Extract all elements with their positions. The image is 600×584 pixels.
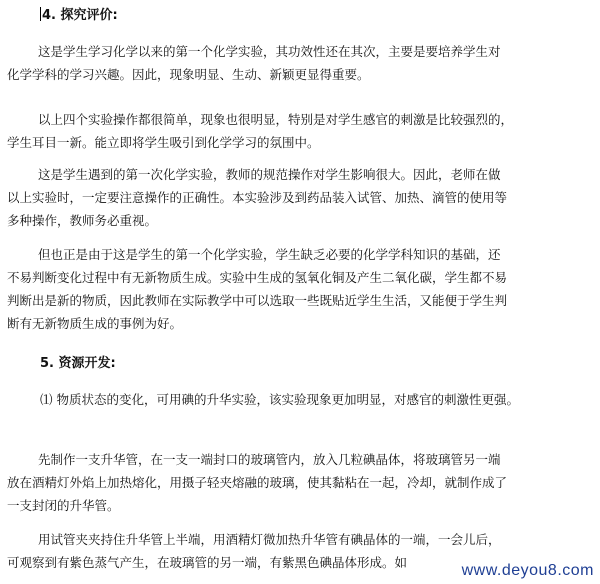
paragraph: 这是学生学习化学以来的第一个化学实验，其功效性还在其次，主要是要培养学生对 化学学科的学习兴趣。因此，现象明显、生动、新颖更显得重要。 [7,44,501,82]
paragraph: 先制作一支升华管，在一支一端封口的玻璃管内，放入几粒碘晶体，将玻璃管另一端 放在酒精灯外焰上加热熔化，用摄子轻夹熔融的玻璃，使其黏粘在一起，冷却，就制作成了 一支封闭的升华管。 [7,452,508,513]
section-4-heading: 4. 探究评价: [42,8,118,23]
list-item: ⑴ 物质状态的变化，可用碘的升华实验，该实验现象更加明显，对感官的刺激性更强。 [40,392,519,407]
paragraph: 但也正是由于这是学生的第一个化学实验，学生缺乏必要的化学学科知识的基础，还 不易判断变化过程中有无新物质生成。实验中生成的氢氧化铜及产生二氧化碳，学生都不易 判断出是新的物质，因此教师在实际教学中可以选取一些既贴近学生生活，又能便于学生判 断有无新物质生成的事例为好。 [7,247,508,331]
section-5-heading: 5. 资源开发: [40,356,116,371]
paragraph: 这是学生遇到的第一次化学实验，教师的规范操作对学生影响很大。因此，老师在做 以上实验时，一定要注意操作的正确性。本实验涉及到药品装入试管、加热、滴管的使用等 多种操作，教师务必重视。 [7,167,508,228]
paragraph: 以上四个实验操作都很简单，现象也很明显，特别是对学生感官的刺激是比较强烈的， 学生耳目一新。能立即将学生吸引到化学学习的氛围中。 [7,112,514,150]
paragraph: 用试管夹夹持住升华管上半端，用酒精灯微加热升华管有碘晶体的一端，一会儿后， 可观察到有紫色蒸气产生，在玻璃管的另一端，有紫黑色碘晶体形成。如 [7,532,501,570]
text-cursor [40,7,41,21]
site-watermark: www.deyou8.com [461,562,594,579]
